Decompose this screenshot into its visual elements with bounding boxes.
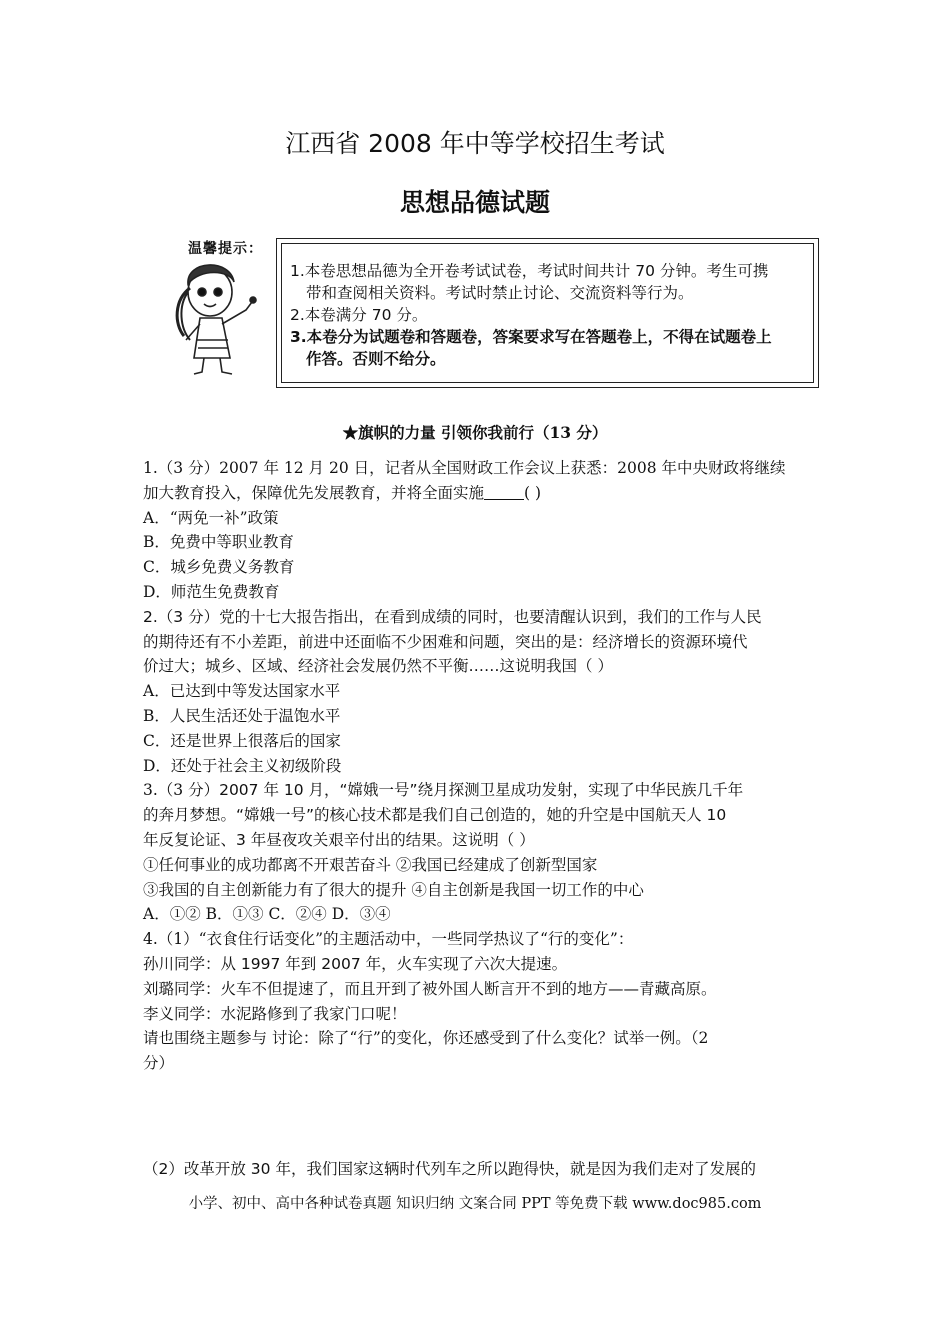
exam-subtitle: 思想品德试题 [399, 188, 550, 217]
notice-item-1-line2: 带和查阅相关资料。考试时禁止讨论、交流资料等行为。 [306, 284, 694, 302]
q3-stem-line3 [143, 828, 813, 853]
q2-option-b: B．人民生活还处于温饱水平 [143, 706, 341, 725]
q2-option-a: A．已达到中等发达国家水平 [143, 682, 341, 701]
q2-option-c: C．还是世界上很落后的国家 [143, 731, 341, 750]
tip-label: 温馨提示： [188, 241, 263, 257]
questions-body [143, 456, 813, 1076]
section-heading: ★旗帜的力量 引领你我前行（13 分） [342, 423, 608, 442]
q3-stem-line1 [143, 778, 813, 803]
q2-stem-question: 这说明我国（ ） [499, 657, 613, 676]
cartoon-girl-illustration [160, 240, 278, 380]
q3-stem-text: 2007 年 10 月，“嫦娥一号”绕月探测卫星成功发射，实现了中华民族几千年 [219, 781, 744, 800]
q4-intro: 4.（1）“衣食住行话变化”的主题活动中，一些同学热议了“行的变化”： [143, 930, 634, 949]
q4-student-liu: 刘璐同学：火车不但提速了，而且开到了被外国人断言开不到的地方——青藏高原。 [143, 979, 717, 998]
q3-stem-line2: 的奔月梦想。“嫦娥一号”的核心技术都是我们自己创造的，她的升空是中国航天人 10 [143, 806, 727, 825]
q2-option-d: D．还处于社会主义初级阶段 [143, 756, 342, 775]
q1-option-b: B．免费中等职业教育 [143, 533, 294, 552]
q4-part2: （2）改革开放 30 年，我们国家这辆时代列车之所以跑得快，就是因为我们走对了发展的 [143, 1160, 756, 1178]
notice-item-3-line1: 3.本卷分为试题卷和答题卷，答案要求写在答题卷上，不得在试题卷上 [290, 328, 772, 346]
notice-item-3 [290, 326, 805, 370]
q3-choices: A．①② B．①③ C．②④ D．③④ [143, 905, 391, 924]
q1-option-a: A．“两免一补”政策 [143, 508, 279, 527]
notice-box [276, 238, 819, 388]
q1-answer-blank [484, 483, 524, 500]
notice-item-1-line1: 1.本卷思想品德为全开卷考试试卷，考试时间共计 70 分钟。考生可携 [290, 262, 769, 280]
q3-statements-2: ③我国的自主创新能力有了很大的提升 ④自主创新是我国一切工作的中心 [143, 880, 644, 899]
q2-stem-line3 [143, 654, 813, 679]
q1-stem-line2 [143, 481, 813, 506]
q3-stem-text2: 年反复论证、3 年昼夜攻关艰辛付出的结果。 [143, 830, 453, 849]
q3-number: 3.（3 分） [143, 781, 220, 800]
q4-student-sun: 孙川同学：从 1997 年到 2007 年，火车实现了六次大提速。 [143, 954, 568, 973]
page-footer: 小学、初中、高中各种试卷真题 知识归纳 文案合同 PPT 等免费下载 www.doc985.com [188, 1196, 762, 1212]
q2-stem-line2: 的期待还有不小差距，前进中还面临不少困难和问题，突出的是：经济增长的资源环境代 [143, 632, 748, 651]
q4-ask-line2: 分） [143, 1054, 175, 1073]
q3-stem-question: 这说明（ ） [452, 830, 535, 849]
q2-stem-line1: 2.（3 分）党的十七大报告指出，在看到成绩的同时，也要清醒认识到，我们的工作与人民 [143, 607, 762, 626]
notice-item-2: 2.本卷满分 70 分。 [290, 306, 428, 324]
notice-box-inner [281, 243, 814, 383]
q3-statements-1: ①任何事业的成功都离不开艰苦奋斗 ②我国已经建成了创新型国家 [143, 855, 598, 874]
q1-stem-text: 加大教育投入，保障优先发展教育，并将全面实施 [143, 483, 485, 502]
q1-stem-line1: 1.（3 分）2007 年 12 月 20 日，记者从全国财政工作会议上获悉：2008 年中央财政将继续 [143, 459, 786, 477]
notice-item-3-line2: 作答。否则不给分。 [306, 350, 446, 368]
q4-student-li: 李义同学：水泥路修到了我家门口呢！ [143, 1004, 407, 1023]
q1-option-c: C．城乡免费义务教育 [143, 558, 295, 577]
exam-title: 江西省 2008 年中等学校招生考试 [285, 129, 665, 158]
q1-paren: ( ) [524, 483, 542, 502]
notice-item-1 [290, 260, 805, 304]
q4-ask-line1: 请也围绕主题参与 讨论：除了“行”的变化，你还感受到了什么变化？试举一例。（2 [143, 1029, 709, 1048]
q1-option-d: D．师范生免费教育 [143, 582, 280, 601]
q2-stem-text: 价过大；城乡、区域、经济社会发展仍然不平衡…… [143, 657, 500, 676]
